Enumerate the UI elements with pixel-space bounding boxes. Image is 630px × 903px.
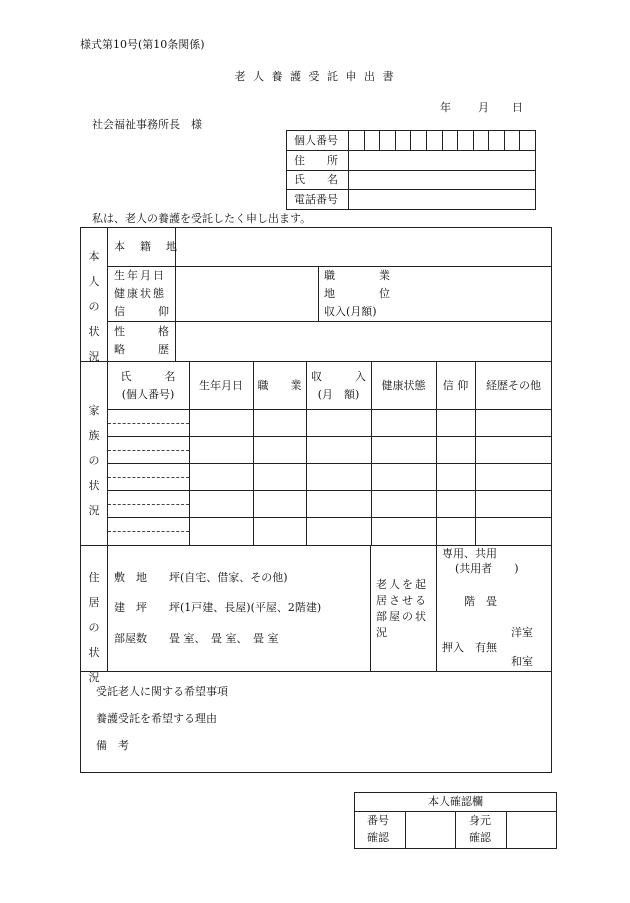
- birth-label: 生年月日: [114, 269, 166, 282]
- name-label: 氏 名: [294, 173, 338, 186]
- room-label-2: 居させる: [376, 594, 428, 607]
- family-id-header: (個人番号): [121, 388, 175, 401]
- health-label: 健康状態: [114, 287, 166, 300]
- id-digit-box[interactable]: [520, 131, 535, 150]
- room-floor: 階 畳: [464, 595, 497, 608]
- income-label: 収入(月額): [324, 305, 377, 318]
- belief-label: 信 仰: [114, 305, 169, 318]
- number-confirm-field[interactable]: [407, 813, 453, 847]
- phone-field[interactable]: [350, 191, 534, 207]
- phone-label: 電話番号: [294, 193, 338, 206]
- family-belief-header: 信 仰: [442, 379, 469, 392]
- family-income-sub-header: (月 額): [317, 388, 360, 401]
- id-digit-box[interactable]: [458, 131, 473, 150]
- family-birth-header: 生年月日: [199, 379, 243, 392]
- form-title: 老 人 養 護 受 託 申 出 書: [234, 70, 396, 83]
- room-western: 洋室: [511, 626, 533, 639]
- id-digit-box[interactable]: [505, 131, 520, 150]
- room-count: 部屋数 畳 室、 畳 室、 畳 室: [114, 632, 279, 645]
- date-month: 月: [478, 101, 489, 114]
- date-day: 日: [512, 101, 523, 114]
- address-label: 住 所: [294, 154, 338, 167]
- room-use: 専用、共用: [442, 547, 497, 560]
- position-label: 地 位: [324, 287, 390, 300]
- confirm-title: 本人確認欄: [428, 795, 483, 808]
- room-japanese: 和室: [511, 655, 533, 668]
- id-number-label: 個人番号: [294, 134, 338, 147]
- family-health-header: 健康状態: [381, 379, 426, 392]
- room-label-1: 老人を起: [376, 578, 428, 591]
- identity-confirm-label-1: 身元: [469, 814, 491, 827]
- family-history-header: 経歴その他: [486, 379, 541, 392]
- reason-label: 養護受託を希望する理由: [96, 712, 217, 725]
- id-digit-box[interactable]: [474, 131, 489, 150]
- number-confirm-label-2: 確認: [367, 831, 389, 844]
- addressee: 社会福祉事務所長 様: [92, 118, 202, 131]
- id-digit-box[interactable]: [365, 131, 380, 150]
- identity-confirm-field[interactable]: [508, 813, 554, 847]
- number-confirm-label-1: 番号: [367, 814, 389, 827]
- hope-label: 受託老人に関する希望事項: [96, 685, 228, 698]
- personal-section-label: 本 人 の 状 況: [88, 250, 100, 363]
- id-digit-box[interactable]: [396, 131, 411, 150]
- identity-confirm-label-2: 確認: [469, 831, 491, 844]
- birth-health-belief-field[interactable]: [177, 268, 316, 320]
- id-digit-box[interactable]: [427, 131, 442, 150]
- history-label: 略 歴: [114, 343, 169, 356]
- id-digit-box[interactable]: [489, 131, 504, 150]
- honseki-label: 本 籍 地: [114, 240, 179, 253]
- form-number: 様式第10号(第10条関係): [80, 38, 205, 51]
- job-position-income-field[interactable]: [395, 268, 549, 320]
- honseki-field[interactable]: [177, 229, 549, 264]
- id-digit-box[interactable]: [380, 131, 395, 150]
- room-label-3: 部屋の状: [376, 610, 428, 623]
- remarks-label: 備 考: [96, 739, 129, 752]
- site-area: 敷 地 坪(自宅、借家、その他): [114, 571, 288, 584]
- name-field[interactable]: [350, 172, 534, 188]
- character-history-field[interactable]: [177, 323, 549, 360]
- room-closet: 押入 有無: [442, 641, 497, 654]
- building-area: 建 坪 坪(1戸建、長屋)(平屋、2階建): [114, 601, 322, 614]
- id-digit-box[interactable]: [443, 131, 458, 150]
- family-name-header: 氏 名: [120, 370, 176, 383]
- family-income-header: 収 入: [311, 370, 366, 383]
- residence-section-label: 住 居 の 状 況: [88, 571, 100, 684]
- address-field[interactable]: [350, 152, 534, 168]
- statement: 私は、老人の養護を受託したく申し出ます。: [92, 212, 312, 225]
- id-digit-box[interactable]: [411, 131, 426, 150]
- room-label-4: 況: [376, 626, 389, 639]
- family-job-header: 職 業: [257, 379, 302, 392]
- job-label: 職 業: [324, 269, 390, 282]
- date-year: 年: [440, 101, 451, 114]
- character-label: 性 格: [114, 325, 169, 338]
- family-section-label: 家 族 の 状 況: [88, 404, 100, 517]
- room-shared-by: (共用者 ): [455, 562, 519, 575]
- id-digit-box[interactable]: [349, 131, 364, 150]
